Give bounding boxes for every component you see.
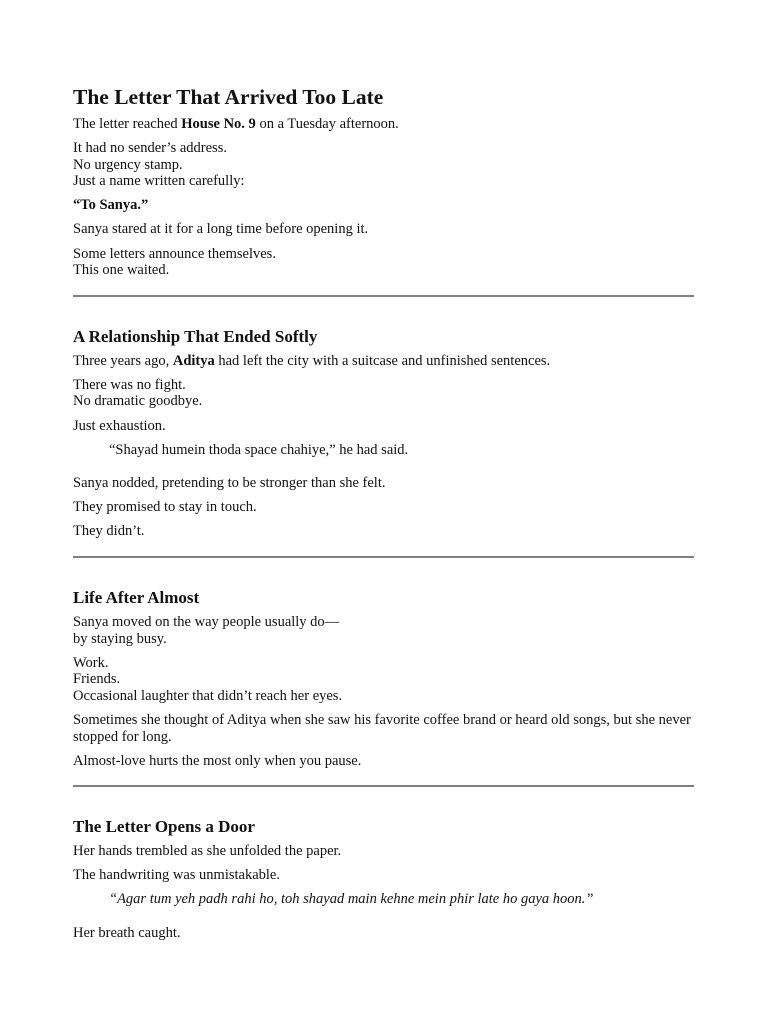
s2-p1-line-2: by staying busy. <box>73 630 167 647</box>
s2-p1-line-1: Sanya moved on the way people usually do— <box>73 614 340 630</box>
to-sanya-line <box>73 197 694 214</box>
section-3-paragraph-2: The handwriting was unmistakable. <box>73 867 280 884</box>
s2-p2-line-1: Work. <box>73 654 109 671</box>
intro-p2-line-2: No urgency stamp. <box>73 156 183 173</box>
document-title: The Letter That Arrived Too Late <box>73 85 384 109</box>
section-2-heading: Life After Almost <box>73 588 200 607</box>
intro-paragraph-4 <box>73 246 694 279</box>
s2-p2-line-2: Friends. <box>73 671 121 688</box>
section-2-paragraph-3: Sometimes she thought of Aditya when she saw his favorite coffee brand or heard old songs, but she never stopped for long. <box>73 711 691 745</box>
intro-paragraph-2 <box>73 140 694 190</box>
section-divider-1 <box>73 295 694 297</box>
aditya-name: Aditya <box>172 352 215 369</box>
section-2-paragraph-4: Almost-love hurts the most only when you pause. <box>73 752 362 769</box>
section-1-paragraph-5: They promised to stay in touch. <box>73 499 257 516</box>
section-2-paragraph-1 <box>73 614 694 647</box>
house-number: House No. 9 <box>181 116 256 132</box>
s1-p1-after: had left the city with a suitcase and unfinished sentences. <box>214 352 551 369</box>
section-3-heading: The Letter Opens a Door <box>73 817 255 837</box>
section-1-paragraph-4: Sanya nodded, pretending to be stronger than she felt. <box>73 475 386 492</box>
intro-p4-line-2: This one waited. <box>73 262 170 279</box>
intro-p1-after: on a Tuesday afternoon. <box>255 116 399 132</box>
section-1-heading: A Relationship That Ended Softly <box>73 326 318 346</box>
s1-p1-before: Three years ago, <box>73 352 173 369</box>
section-divider-2 <box>73 556 694 558</box>
section-1-paragraph-2 <box>73 377 694 410</box>
s1-p2-line-1: There was no fight. <box>73 376 186 393</box>
section-1-paragraph-1 <box>73 353 694 370</box>
intro-p2-line-1: It had no sender’s address. <box>73 140 227 157</box>
section-divider-3 <box>73 785 694 787</box>
intro-paragraph-1 <box>73 116 694 133</box>
section-1-paragraph-3: Just exhaustion. <box>73 417 166 434</box>
intro-p2-line-3: Just a name written carefully: <box>73 173 245 190</box>
section-3-paragraph-1: Her hands trembled as she unfolded the paper. <box>73 843 342 860</box>
to-sanya-text: “To Sanya.” <box>73 197 149 214</box>
intro-paragraph-3: Sanya stared at it for a long time before opening it. <box>73 221 369 238</box>
intro-p4-line-1: Some letters announce themselves. <box>73 245 276 262</box>
intro-p1-before: The letter reached <box>73 116 182 132</box>
section-1-quote: “Shayad humein thoda space chahiye,” he had said. <box>109 441 409 458</box>
s2-p2-line-3: Occasional laughter that didn’t reach her eyes. <box>73 687 343 704</box>
section-3-quote: “Agar tum yeh padh rahi ho, toh shayad main kehne mein phir late ho gaya hoon.” <box>109 891 594 908</box>
s1-p2-line-2: No dramatic goodbye. <box>73 393 203 410</box>
section-1-paragraph-6: They didn’t. <box>73 523 145 540</box>
section-2-paragraph-2 <box>73 655 694 705</box>
section-3-paragraph-3: Her breath caught. <box>73 925 181 942</box>
